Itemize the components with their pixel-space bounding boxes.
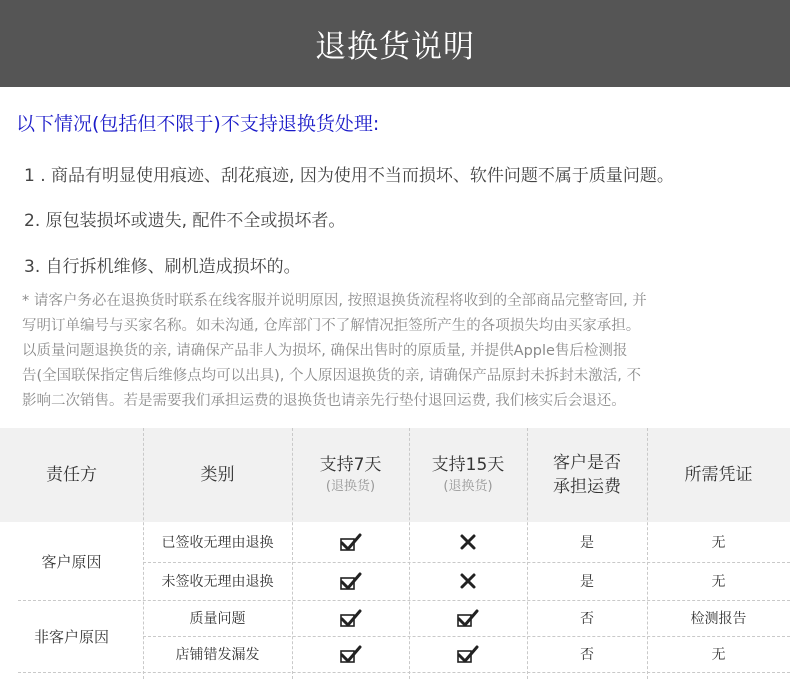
check-icon (457, 645, 479, 663)
check-icon (340, 609, 362, 627)
days15-cell (409, 600, 527, 636)
note-line: 写明订单编号与买家名称。如未沟通, 仓库部门不了解情况拒签所产生的各项损失均由买家承担。 (22, 318, 641, 334)
table-row-category: 质量问题 (189, 611, 246, 627)
note-line: 以质量问题退换货的亲, 请确保产品非人为损坏, 确保出售时的原质量, 并提供Apple售后检测报 (22, 343, 628, 359)
proof-cell: 无 (711, 647, 726, 663)
proof-cell: 无 (711, 535, 726, 551)
header-proof: 所需凭证 (684, 465, 753, 485)
days7-cell (292, 636, 409, 672)
note-line: * 请客户务必在退换货时联系在线客服并说明原因, 按照退换货流程将收到的全部商品完整寄回, 并 (22, 293, 647, 309)
page-title: 退换货说明 (315, 29, 475, 65)
check-icon (340, 533, 362, 551)
proof-cell: 无 (711, 574, 726, 590)
check-icon (340, 645, 362, 663)
note-line: 影响二次销售。若是需要我们承担运费的退换货也请亲先行垫付退回运费, 我们核实后会退还。 (22, 393, 626, 409)
row-divider (18, 672, 790, 673)
header-freight: 客户是否 承担运费 (553, 453, 621, 497)
proof-cell: 检测报告 (690, 611, 747, 627)
cross-icon (459, 533, 477, 551)
notes-paragraph (22, 289, 778, 414)
days7-cell (292, 600, 409, 636)
party-cell: 客户原因 (41, 552, 102, 571)
section-heading: 以下情况(包括但不限于)不支持退换货处理: (16, 113, 380, 135)
rule-item-1: 1 . 商品有明显使用痕迹、刮花痕迹, 因为使用不当而损坏、软件问题不属于质量问题。 (24, 166, 674, 186)
freight-cell: 是 (580, 535, 594, 551)
table-row-category: 已签收无理由退换 (161, 535, 274, 551)
days7-cell (292, 562, 409, 600)
days15-cell (409, 562, 527, 600)
freight-cell: 否 (580, 611, 594, 627)
returns-table (0, 428, 790, 679)
note-line: 告(全国联保指定售后维修点均可以出具), 个人原因退换货的亲, 请确保产品原封未拆封未激活, 不 (22, 368, 641, 384)
days15-cell (409, 522, 527, 562)
header-15-days: 支持15天 (退换货) (431, 455, 505, 494)
freight-cell: 否 (580, 647, 594, 663)
rule-item-3: 3. 自行拆机维修、刷机造成损坏的。 (24, 257, 301, 277)
header-7-days: 支持7天 (退换货) (319, 455, 382, 494)
check-icon (457, 609, 479, 627)
days15-cell (409, 636, 527, 672)
header-party: 责任方 (46, 465, 97, 485)
header-category: 类别 (200, 465, 235, 485)
freight-cell: 是 (580, 574, 594, 590)
table-row-category: 未签收无理由退换 (161, 574, 274, 590)
rule-item-2: 2. 原包装损坏或遗失, 配件不全或损坏者。 (24, 211, 346, 231)
cross-icon (459, 572, 477, 590)
table-row-category: 店铺错发漏发 (175, 647, 260, 663)
check-icon (340, 572, 362, 590)
party-cell: 非客户原因 (33, 627, 109, 646)
days7-cell (292, 522, 409, 562)
title-banner (0, 0, 790, 87)
